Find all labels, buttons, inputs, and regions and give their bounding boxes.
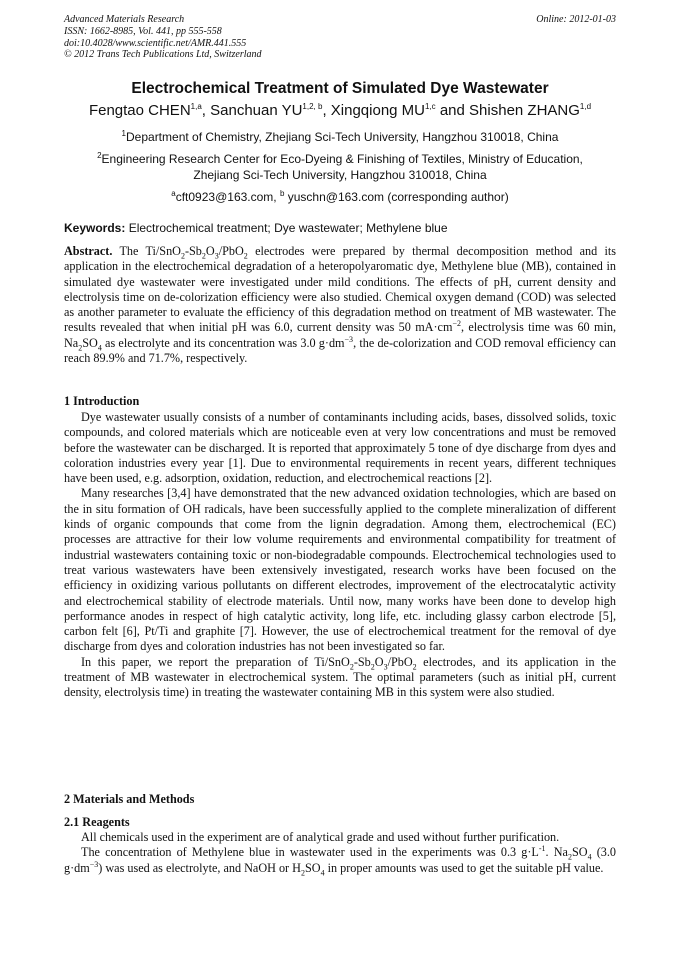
paragraph-text: -Sb [353, 654, 371, 669]
paragraph-text: In this paper, we report the preparation of Ti/SnO [81, 654, 350, 669]
paragraph-text: SO [571, 845, 588, 860]
subsection-heading-reagents: 2.1 Reagents [64, 815, 130, 829]
author-sep: and [435, 102, 470, 119]
affiliation-text: Zhejiang Sci-Tech University, Hangzhou 310018, China [193, 168, 487, 182]
paragraph-text: . Na [545, 845, 568, 860]
superscript: −3 [344, 334, 354, 344]
author-name: Shishen ZHANG [469, 102, 580, 119]
affiliation-sup: 1 [121, 129, 126, 138]
paragraph-text: SO [304, 860, 321, 875]
paragraph-text: /PbO [387, 654, 413, 669]
author-sup: 1,d [579, 102, 592, 111]
superscript: −2 [452, 319, 461, 329]
subscript: 4 [587, 852, 592, 862]
affiliation-1 [64, 129, 616, 145]
abstract-text: electrodes were prepared by thermal decomposition method and its application in the electrochemical degradation of a heteropolyaromatic dye, Methylene blue (MB), contained in simulated dye wastewater were investigated under mild conditions. The effects of pH, current density and electrolysis time on de-colorization efficiency were also studied. Chemical oxygen demand (COD) was selected as another parameter to evaluate the efficiency of this degradation method on treatment of MB wastewater. The results revealed that when initial pH was 6.0, current density was 50 mA·cm [64, 244, 616, 335]
subscript: 3 [214, 251, 219, 261]
introduction [64, 410, 616, 701]
superscript: -1 [538, 844, 546, 854]
email-sup: a [171, 189, 176, 198]
subscript: 4 [320, 868, 325, 878]
subscript: 2 [180, 251, 185, 261]
reagents-section [64, 830, 616, 876]
subscript: 2 [370, 662, 375, 672]
affiliation-text: Engineering Research Center for Eco-Dyeing & Finishing of Textiles, Ministry of Education, [101, 152, 583, 166]
subscript: 2 [78, 343, 83, 353]
affiliation-text: Department of Chemistry, Zhejiang Sci-Tech University, Hangzhou 310018, China [126, 130, 559, 144]
abstract-text: /PbO [218, 244, 244, 258]
subscript: 2 [567, 852, 572, 862]
journal-header [64, 14, 616, 61]
doi: doi:10.4028/www.scientific.net/AMR.441.555 [64, 37, 247, 49]
author-sep: , [322, 102, 331, 119]
author-name: Fengtao CHEN [88, 102, 191, 119]
author-sup: 1,a [190, 102, 202, 111]
journal-name: Advanced Materials Research [64, 14, 185, 25]
author-sup: 1,c [425, 102, 436, 111]
online-date: Online: 2012-01-03 [536, 14, 616, 25]
copyright: © 2012 Trans Tech Publications Ltd, Switzerland [64, 49, 262, 61]
abstract-text: , electrolysis time was 60 min, Na [64, 320, 616, 350]
paragraph-text: in proper amounts was used to get the suitable pH value. [324, 860, 604, 875]
paragraph-text: ) was used as electrolyte, and NaOH or H [98, 860, 301, 875]
email-b: yuschn@163.com (corresponding author) [284, 190, 509, 204]
abstract-text: O [205, 244, 215, 258]
superscript: −3 [89, 859, 99, 869]
abstract [64, 244, 616, 366]
email-line [64, 189, 616, 205]
paragraph: Dye wastewater usually consists of a number of contaminants including acids, bases, dissolved solids, toxic compounds, and colored materials which are noticeable even at very low concentrations and must be removed before the wastewater can be discharged. It is reported that approximately 5 tone of dye discharge from dyes and coloration industries every year [1]. Due to environmental requirements in recent years, different techniques have been used, e.g. adsorption, oxidation, reduction, and electrochemical reactions [2]. [64, 410, 616, 486]
abstract-text: The Ti/SnO [112, 244, 181, 258]
paragraph-text: The concentration of Methylene blue in wastewater used in the experiments was 0.3 g·L [81, 845, 539, 860]
author-name: Xingqiong MU [330, 102, 425, 119]
subscript: 2 [300, 868, 305, 878]
affiliation-sup: 2 [97, 151, 102, 160]
author-sup: 1,2, b [302, 102, 323, 111]
author-list [40, 102, 640, 119]
subscript: 3 [383, 662, 388, 672]
author-sep: , [201, 102, 211, 119]
paragraph [64, 655, 616, 701]
subscript: 4 [97, 343, 102, 353]
section-heading-methods: 2 Materials and Methods [64, 792, 195, 806]
paragraph-text: O [374, 654, 384, 669]
affiliation-2 [64, 151, 616, 183]
paper-title: Electrochemical Treatment of Simulated Dye Wastewater [131, 80, 549, 97]
keywords [64, 221, 616, 235]
email-sup: b [279, 189, 285, 198]
section-heading-introduction: 1 Introduction [64, 394, 140, 408]
paragraph-text: electrodes, and its application in the treatment of MB wastewater in electrochemical system. The optimal parameters (such as initial pH, current density, electrolysis time) in treating the wastewater containing MB in this system were also studied. [64, 654, 616, 700]
paragraph: All chemicals used in the experiment are of analytical grade and used without further purification. [81, 830, 560, 844]
paragraph [64, 845, 616, 876]
subscript: 2 [349, 662, 354, 672]
keywords-text: Electrochemical treatment; Dye wastewater; Methylene blue [125, 221, 448, 235]
subscript: 2 [243, 251, 248, 261]
abstract-text: , the de-colorization and COD removal efficiency can reach 89.9% and 71.7%, respectively. [64, 335, 616, 366]
subscript: 2 [201, 251, 206, 261]
abstract-text: -Sb [184, 244, 202, 258]
paragraph-text: (3.0 g·dm [64, 845, 617, 875]
abstract-text: as electrolyte and its concentration was 3.0 g·dm [101, 335, 345, 350]
abstract-label: Abstract. [64, 244, 113, 258]
paragraph: Many researches [3,4] have demonstrated that the new advanced oxidation technologies, which are based on the in situ formation of OH radicals, have been successfully applied to the complete mineralization of different kinds of organic compounds that come from the lignin degradation. Among them, electrochemical (EC) processes are attractive for their low volume requirements and environmental compatibility for treatment of industrial wastewaters containing toxic or non-biodegradable compounds. Electrochemical technologies used to treat various wastewaters have been extensively investigated, research works have been focused on the efficiency in oxidizing various pollutants on different electrodes, improvement of the electrocatalytic activity and electrochemical stability of electrode materials. Until now, many works have been done to develop high performance anodes in respect of high catalytic activity, long life, etc. including glassy carbon electrode [5], carbon felt [6], Pt/Ti and graphite [7]. However, the use of electrochemical treatment for the removal of dye discharge from dyes and coloration industries has not been investigated so far. [64, 486, 616, 654]
subscript: 2 [412, 662, 417, 672]
abstract-text: SO [82, 335, 98, 350]
keywords-label: Keywords: [64, 221, 126, 235]
email-a: cft0923@163.com, [175, 190, 280, 204]
issn: ISSN: 1662-8985, Vol. 441, pp 555-558 [64, 25, 222, 37]
author-name: Sanchuan YU [210, 102, 303, 119]
